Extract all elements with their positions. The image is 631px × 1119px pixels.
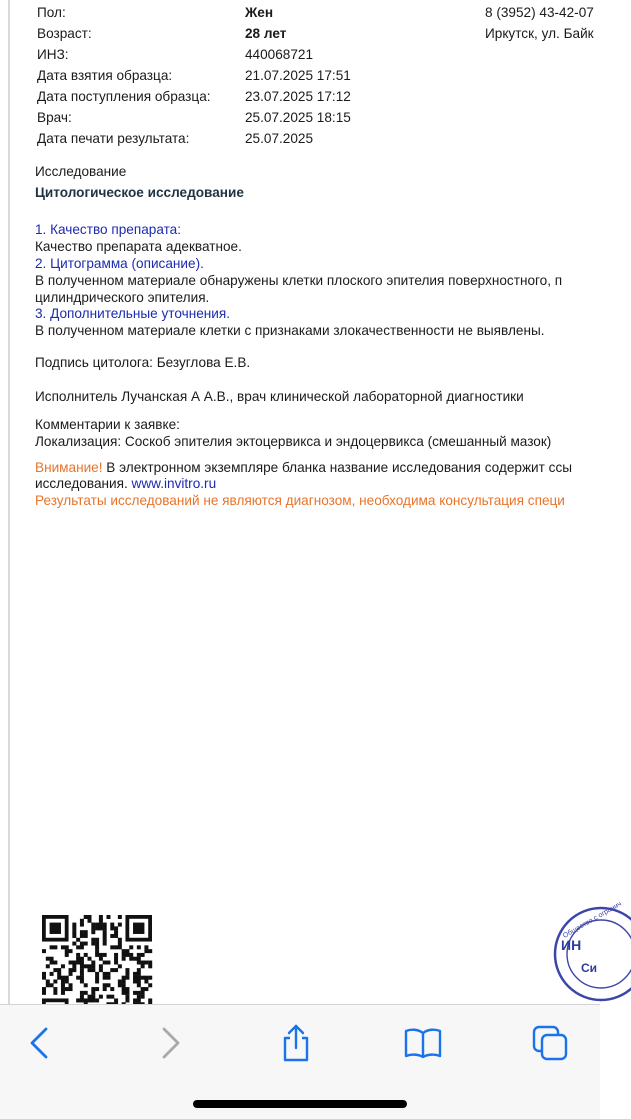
study-title: Цитологическое исследование — [35, 185, 244, 200]
book-icon — [403, 1026, 443, 1060]
result-text-2a: В полученном материале обнаружены клетки плоского эпителия поверхностного, п — [35, 273, 563, 288]
inz-value: 440068721 — [245, 47, 314, 62]
chevron-left-icon — [28, 1026, 52, 1060]
result-text-1: Качество препарата адекватное. — [35, 239, 242, 254]
bookmarks-button[interactable] — [401, 1021, 445, 1065]
print-date-value: 25.07.2025 — [245, 131, 314, 146]
cytologist-signature: Подпись цитолога: Безуглова Е.В. — [35, 355, 251, 370]
tabs-icon — [531, 1024, 569, 1062]
sample-received-label: Дата поступления образца: — [37, 89, 211, 104]
browser-toolbar — [0, 1004, 600, 1119]
sex-value: Жен — [245, 5, 274, 20]
page-edge — [8, 0, 10, 1005]
age-value: 28 лет — [245, 26, 287, 41]
notice-line-2 — [35, 475, 216, 492]
study-heading: Исследование — [35, 164, 127, 179]
doctor-value: 25.07.2025 18:15 — [245, 110, 351, 125]
tabs-button[interactable] — [528, 1021, 572, 1065]
lab-phone: 8 (3952) 43-42-07 — [485, 5, 594, 20]
result-heading-1: 1. Качество препарата: — [35, 222, 181, 237]
stamp-text-mid: ИН — [561, 937, 582, 953]
result-text-3: В полученном материале клетки с признаками злокачественности не выявлены. — [35, 323, 545, 338]
stamp-text-top: Общество с огранич — [561, 900, 623, 940]
invitro-link[interactable]: www.invitro.ru — [131, 476, 217, 491]
share-button[interactable] — [274, 1021, 318, 1065]
lab-address: Иркутск, ул. Байк — [485, 26, 594, 41]
back-button[interactable] — [18, 1021, 62, 1065]
age-label: Возраст: — [37, 26, 92, 41]
chevron-right-icon — [158, 1026, 182, 1060]
executor-line: Исполнитель Лучанская А А.В., врач клинической лабораторной диагностики — [35, 389, 524, 404]
qr-code — [42, 915, 152, 1005]
home-indicator — [193, 1100, 407, 1108]
sample-taken-value: 21.07.2025 17:51 — [245, 68, 351, 83]
result-heading-2: 2. Цитограмма (описание). — [35, 256, 204, 271]
sex-label: Пол: — [37, 5, 66, 20]
attention-label: Внимание! — [35, 460, 103, 475]
comments-text: Локализация: Соскоб эпителия эктоцервикса и эндоцервикса (смешанный мазок) — [35, 434, 552, 449]
sample-received-value: 23.07.2025 17:12 — [245, 89, 351, 104]
doctor-label: Врач: — [37, 110, 72, 125]
disclaimer: Результаты исследований не являются диагнозом, необходима консультация специ — [35, 493, 565, 508]
lab-stamp — [551, 902, 631, 1002]
forward-button[interactable] — [148, 1021, 192, 1065]
result-text-2b: цилиндрического эпителия. — [35, 290, 210, 305]
notice-line-1 — [35, 459, 572, 476]
share-icon — [279, 1023, 313, 1063]
result-heading-3: 3. Дополнительные уточнения. — [35, 306, 231, 321]
print-date-label: Дата печати результата: — [37, 131, 190, 146]
notice-text-1: В электронном экземпляре бланка название исследования содержит ссы — [102, 460, 573, 475]
comments-label: Комментарии к заявке: — [35, 417, 180, 432]
stamp-text-low: Си — [581, 961, 598, 975]
sample-taken-label: Дата взятия образца: — [37, 68, 173, 83]
notice-text-2: исследования. — [35, 476, 132, 491]
inz-label: ИНЗ: — [37, 47, 69, 62]
